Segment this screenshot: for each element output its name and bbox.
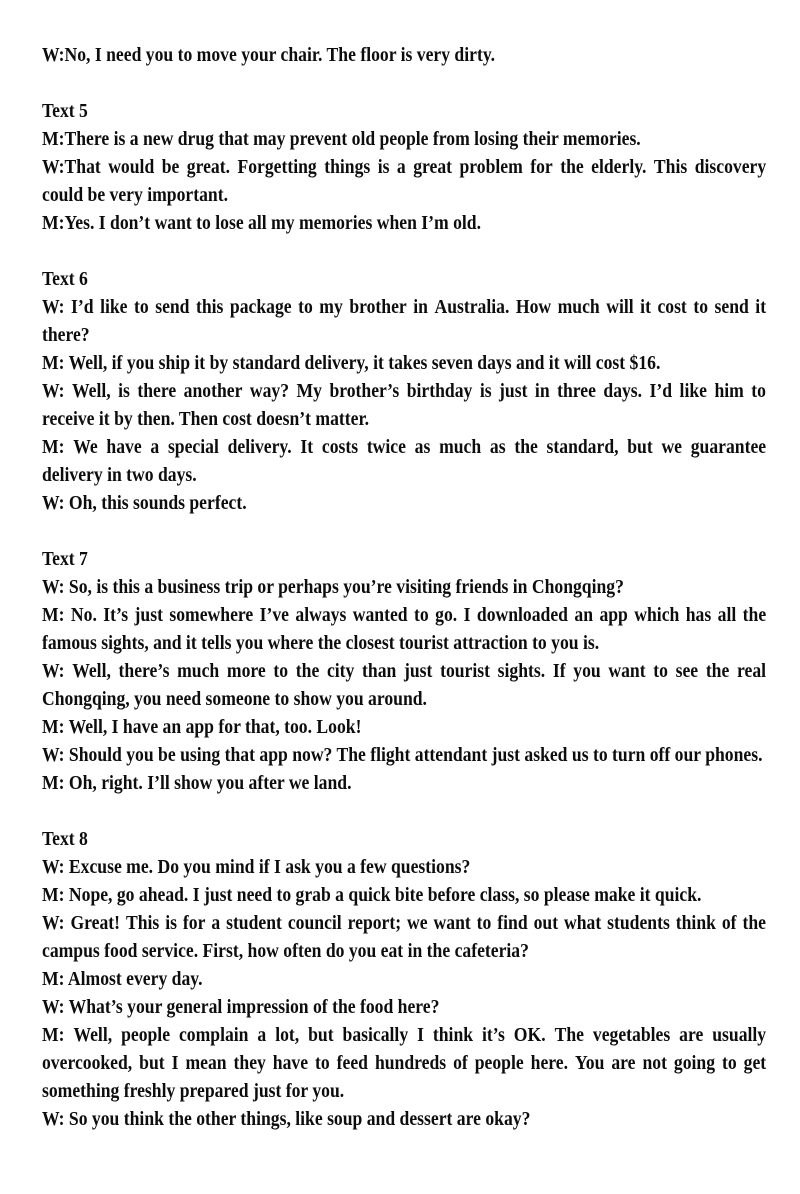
word: a bbox=[396, 156, 406, 178]
word: a bbox=[211, 912, 221, 934]
word: to bbox=[751, 380, 766, 402]
transcript-line: Chongqing, you need someone to show you around. bbox=[42, 688, 427, 710]
word: him bbox=[714, 380, 744, 402]
blank-line bbox=[42, 797, 766, 825]
word: My bbox=[296, 380, 322, 402]
word: a bbox=[150, 436, 160, 458]
word: I’ve bbox=[259, 604, 289, 626]
word: great bbox=[413, 156, 453, 178]
word: than bbox=[362, 660, 397, 682]
word: overcooked, bbox=[42, 1052, 133, 1074]
word: my bbox=[319, 296, 343, 318]
blank-line bbox=[42, 237, 766, 265]
word: It bbox=[300, 436, 314, 458]
transcript-line: M:There is a new drug that may prevent old people from losing their memories. bbox=[42, 128, 641, 150]
word: You bbox=[574, 1052, 605, 1074]
transcript-line: W: Oh, this sounds perfect. bbox=[42, 492, 247, 514]
word: W:That bbox=[42, 156, 101, 178]
word: people bbox=[474, 1052, 524, 1074]
word: want bbox=[433, 912, 471, 934]
word: be bbox=[161, 156, 180, 178]
transcript-line: M: Oh, right. I’ll show you after we land. bbox=[42, 772, 352, 794]
word: tourist bbox=[440, 660, 491, 682]
word: This bbox=[125, 912, 160, 934]
word: more bbox=[226, 660, 266, 682]
word: as bbox=[414, 436, 431, 458]
transcript-line bbox=[42, 433, 766, 461]
word: to bbox=[653, 660, 668, 682]
word: like bbox=[100, 296, 128, 318]
word: the bbox=[705, 660, 730, 682]
word: M: bbox=[42, 436, 65, 458]
word: as bbox=[489, 436, 506, 458]
word: No. bbox=[70, 604, 97, 626]
word: this bbox=[195, 296, 224, 318]
word: the bbox=[742, 912, 766, 934]
word: we bbox=[407, 912, 428, 934]
word: days. bbox=[603, 380, 643, 402]
word: just bbox=[403, 660, 433, 682]
section-heading: Text 7 bbox=[42, 548, 88, 570]
word: We bbox=[73, 436, 98, 458]
blank-line bbox=[42, 69, 766, 97]
word: Australia. bbox=[434, 296, 510, 318]
transcript-line bbox=[42, 1049, 766, 1077]
transcript-line bbox=[42, 601, 766, 629]
word: sights. bbox=[497, 660, 546, 682]
word: Well, bbox=[71, 380, 111, 402]
word: out bbox=[533, 912, 559, 934]
word: W: bbox=[42, 660, 65, 682]
transcript-line: famous sights, and it tells you where the closest tourist attraction to you is. bbox=[42, 632, 600, 654]
word: lot, bbox=[275, 1024, 300, 1046]
word: there’s bbox=[118, 660, 170, 682]
transcript-line: there? bbox=[42, 324, 90, 346]
word: is bbox=[377, 156, 390, 178]
word: it bbox=[755, 296, 767, 318]
word: standard, bbox=[546, 436, 619, 458]
transcript-line: could be very important. bbox=[42, 184, 228, 206]
word: twice bbox=[366, 436, 406, 458]
word: brother bbox=[349, 296, 407, 318]
transcript-line: M: Well, I have an app for that, too. Look! bbox=[42, 716, 362, 738]
word: for bbox=[530, 156, 553, 178]
blank-line bbox=[42, 517, 766, 545]
word: I bbox=[463, 604, 471, 626]
transcript-line: receive it by then. Then cost doesn’t matter. bbox=[42, 408, 370, 430]
transcript-line: M: Nope, go ahead. I just need to grab a quick bite before class, so please make it quick. bbox=[42, 884, 702, 906]
word: If bbox=[552, 660, 566, 682]
word: hundreds bbox=[374, 1052, 447, 1074]
word: app bbox=[599, 604, 628, 626]
word: which bbox=[634, 604, 680, 626]
word: This bbox=[653, 156, 688, 178]
word: have bbox=[106, 436, 142, 458]
word: discovery bbox=[694, 156, 767, 178]
word: The bbox=[554, 1024, 584, 1046]
word: package bbox=[229, 296, 292, 318]
transcript-line bbox=[42, 657, 766, 685]
word: great. bbox=[186, 156, 231, 178]
word: is bbox=[165, 912, 177, 934]
word: report; bbox=[347, 912, 402, 934]
word: delivery. bbox=[227, 436, 292, 458]
word: it bbox=[640, 296, 651, 318]
word: birthday bbox=[406, 380, 473, 402]
word: in bbox=[534, 380, 550, 402]
word: Well, bbox=[72, 660, 111, 682]
word: not bbox=[642, 1052, 667, 1074]
word: is bbox=[479, 380, 492, 402]
word: the bbox=[742, 604, 767, 626]
transcript-line: W: So you think the other things, like soup and dessert are okay? bbox=[42, 1108, 531, 1130]
word: just bbox=[134, 604, 163, 626]
transcript-line: M: Almost every day. bbox=[42, 968, 203, 990]
word: find bbox=[497, 912, 528, 934]
word: to bbox=[476, 912, 492, 934]
word: a bbox=[257, 1024, 267, 1046]
word: want bbox=[608, 660, 646, 682]
word: It’s bbox=[103, 604, 129, 626]
word: send bbox=[155, 296, 190, 318]
transcript-page bbox=[42, 41, 766, 1133]
word: to bbox=[722, 1052, 737, 1074]
word: to bbox=[414, 604, 429, 626]
word: to bbox=[134, 296, 149, 318]
word: usually bbox=[712, 1024, 767, 1046]
word: to bbox=[298, 296, 313, 318]
word: council bbox=[287, 912, 342, 934]
word: OK. bbox=[513, 1024, 546, 1046]
word: think bbox=[432, 1024, 474, 1046]
section-heading: Text 8 bbox=[42, 828, 88, 850]
word: but bbox=[139, 1052, 165, 1074]
word: much bbox=[177, 660, 220, 682]
word: they bbox=[233, 1052, 266, 1074]
word: feed bbox=[336, 1052, 368, 1074]
transcript-line bbox=[42, 377, 766, 405]
word: to bbox=[315, 1052, 330, 1074]
transcript-line: W: Should you be using that app now? The flight attendant just asked us to turn off our phones. bbox=[42, 744, 763, 766]
word: M: bbox=[42, 1024, 65, 1046]
section-heading: Text 5 bbox=[42, 100, 88, 122]
word: the bbox=[560, 156, 584, 178]
word: brother’s bbox=[329, 380, 400, 402]
word: the bbox=[295, 660, 320, 682]
word: guarantee bbox=[690, 436, 767, 458]
word: but bbox=[627, 436, 653, 458]
word: but bbox=[308, 1024, 334, 1046]
word: wanted bbox=[352, 604, 408, 626]
word: like bbox=[679, 380, 707, 402]
word: I bbox=[417, 1024, 424, 1046]
word: vegetables bbox=[592, 1024, 671, 1046]
transcript-line: M:Yes. I don’t want to lose all my memories when I’m old. bbox=[42, 212, 481, 234]
transcript-line: campus food service. First, how often do you eat in the cafeteria? bbox=[42, 940, 529, 962]
word: of bbox=[721, 912, 737, 934]
word: problem bbox=[459, 156, 523, 178]
word: you bbox=[573, 660, 601, 682]
word: complain bbox=[178, 1024, 249, 1046]
word: I’d bbox=[71, 296, 94, 318]
word: three bbox=[557, 380, 596, 402]
word: there bbox=[137, 380, 177, 402]
word: downloaded bbox=[476, 604, 568, 626]
section-heading: Text 6 bbox=[42, 268, 88, 290]
word: W: bbox=[42, 296, 65, 318]
word: costs bbox=[321, 436, 359, 458]
transcript-line bbox=[42, 1021, 766, 1049]
word: we bbox=[661, 436, 683, 458]
word: are bbox=[679, 1024, 704, 1046]
word: in bbox=[413, 296, 428, 318]
word: have bbox=[272, 1052, 309, 1074]
word: always bbox=[295, 604, 347, 626]
word: are bbox=[611, 1052, 636, 1074]
word: of bbox=[453, 1052, 468, 1074]
word: go. bbox=[435, 604, 458, 626]
word: would bbox=[108, 156, 155, 178]
word: it’s bbox=[482, 1024, 505, 1046]
word: real bbox=[736, 660, 767, 682]
word: W: bbox=[42, 380, 65, 402]
transcript-line: W: What’s your general impression of the food here? bbox=[42, 996, 440, 1018]
transcript-line: W: Excuse me. Do you mind if I ask you a few questions? bbox=[42, 856, 471, 878]
word: How bbox=[515, 296, 552, 318]
word: basically bbox=[342, 1024, 409, 1046]
word: elderly. bbox=[591, 156, 647, 178]
word: is bbox=[118, 380, 130, 402]
word: an bbox=[574, 604, 594, 626]
word: the bbox=[514, 436, 538, 458]
word: will bbox=[606, 296, 634, 318]
word: what bbox=[564, 912, 602, 934]
transcript-line: W:No, I need you to move your chair. The floor is very dirty. bbox=[42, 44, 496, 66]
word: just bbox=[499, 380, 528, 402]
word: Great! bbox=[70, 912, 121, 934]
transcript-line: W: So, is this a business trip or perhaps you’re visiting friends in Chongqing? bbox=[42, 576, 624, 598]
word: send bbox=[714, 296, 749, 318]
word: cost bbox=[657, 296, 687, 318]
word: to bbox=[693, 296, 709, 318]
transcript-line: M: Well, if you ship it by standard delivery, it takes seven days and it will cost $16. bbox=[42, 352, 661, 374]
word: another bbox=[183, 380, 243, 402]
word: to bbox=[273, 660, 289, 682]
word: somewhere bbox=[169, 604, 254, 626]
word: for bbox=[182, 912, 206, 934]
word: think bbox=[675, 912, 716, 934]
word: I bbox=[171, 1052, 179, 1074]
word: people bbox=[121, 1024, 171, 1046]
word: Forgetting bbox=[237, 156, 317, 178]
word: here. bbox=[530, 1052, 569, 1074]
word: things bbox=[324, 156, 371, 178]
word: special bbox=[167, 436, 219, 458]
word: M: bbox=[42, 604, 65, 626]
word: much bbox=[557, 296, 600, 318]
word: way? bbox=[249, 380, 290, 402]
word: has bbox=[685, 604, 712, 626]
word: see bbox=[675, 660, 699, 682]
word: W: bbox=[42, 912, 65, 934]
word: get bbox=[743, 1052, 767, 1074]
word: students bbox=[607, 912, 670, 934]
word: all bbox=[717, 604, 737, 626]
transcript-line bbox=[42, 909, 766, 937]
transcript-line bbox=[42, 293, 766, 321]
word: city bbox=[326, 660, 355, 682]
word: Well, bbox=[73, 1024, 113, 1046]
word: student bbox=[226, 912, 282, 934]
word: I’d bbox=[649, 380, 673, 402]
word: going bbox=[673, 1052, 716, 1074]
word: much bbox=[439, 436, 482, 458]
transcript-line: something freshly prepared just for you. bbox=[42, 1080, 345, 1102]
word: mean bbox=[185, 1052, 227, 1074]
transcript-line bbox=[42, 153, 766, 181]
transcript-line: delivery in two days. bbox=[42, 464, 197, 486]
